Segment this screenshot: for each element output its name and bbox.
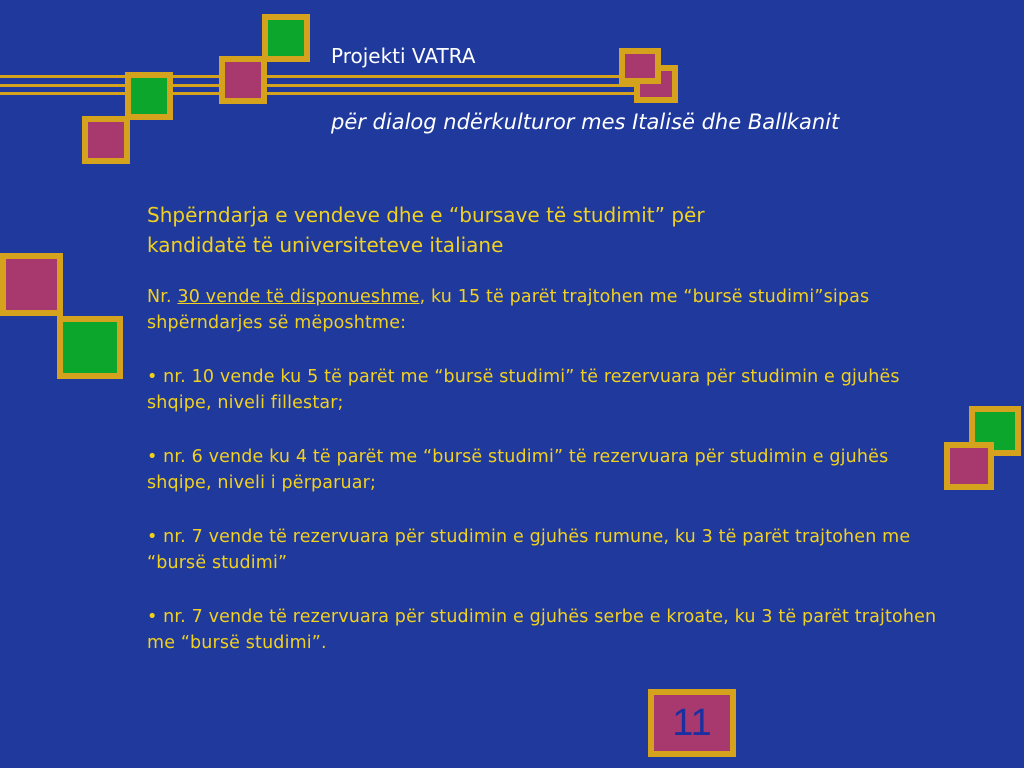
decor-square-magenta-4: [619, 48, 661, 84]
decor-square-green-1: [262, 14, 310, 62]
content-heading-line-2: kandidatë të universiteteve italiane: [147, 233, 504, 257]
header-line-top: [0, 75, 676, 78]
intro-nr: Nr.: [147, 287, 178, 307]
decor-square-magenta-2: [82, 116, 130, 164]
content-heading: [147, 200, 937, 260]
slide-subtitle: për dialog ndërkulturor mes Italisë dhe Ballkanit: [331, 110, 840, 134]
decor-square-green-2: [125, 72, 173, 120]
content-heading-line-1: Shpërndarja e vendeve dhe e “bursave të studimit” për: [147, 203, 705, 227]
decor-square-magenta-1: [219, 56, 267, 104]
bullet-item: • nr. 7 vende të rezervuara për studimin e gjuhës serbe e kroate, ku 3 të parët trajtohen me “bursë studimi”.: [147, 607, 937, 653]
page-number: 11: [648, 689, 736, 757]
intro-rest: , ku 15 të parët trajtohen me “bursë studimi”sipas shpërndarjes së mëposhtme:: [147, 287, 870, 333]
decor-square-magenta-6: [944, 442, 994, 490]
available-places-link[interactable]: 30 vende të disponueshme: [177, 287, 420, 307]
bullet-item: • nr. 7 vende të rezervuara për studimin e gjuhës rumune, ku 3 të parët trajtohen me “bursë studimi”: [147, 527, 911, 573]
intro-paragraph: [147, 284, 937, 336]
header-line-mid: [0, 84, 676, 87]
bullet-item: • nr. 6 vende ku 4 të parët me “bursë studimi” të rezervuara për studimin e gjuhës shqipe, niveli i përparuar;: [147, 447, 889, 493]
bullet-item: • nr. 10 vende ku 5 të parët me “bursë studimi” të rezervuara për studimin e gjuhës shqipe, niveli fillestar;: [147, 367, 900, 413]
slide-title: Projekti VATRA: [331, 44, 476, 68]
decor-square-green-3: [57, 316, 123, 379]
decor-square-magenta-5: [0, 253, 63, 316]
slide-content: [147, 200, 937, 684]
header-line-bottom: [0, 92, 676, 95]
